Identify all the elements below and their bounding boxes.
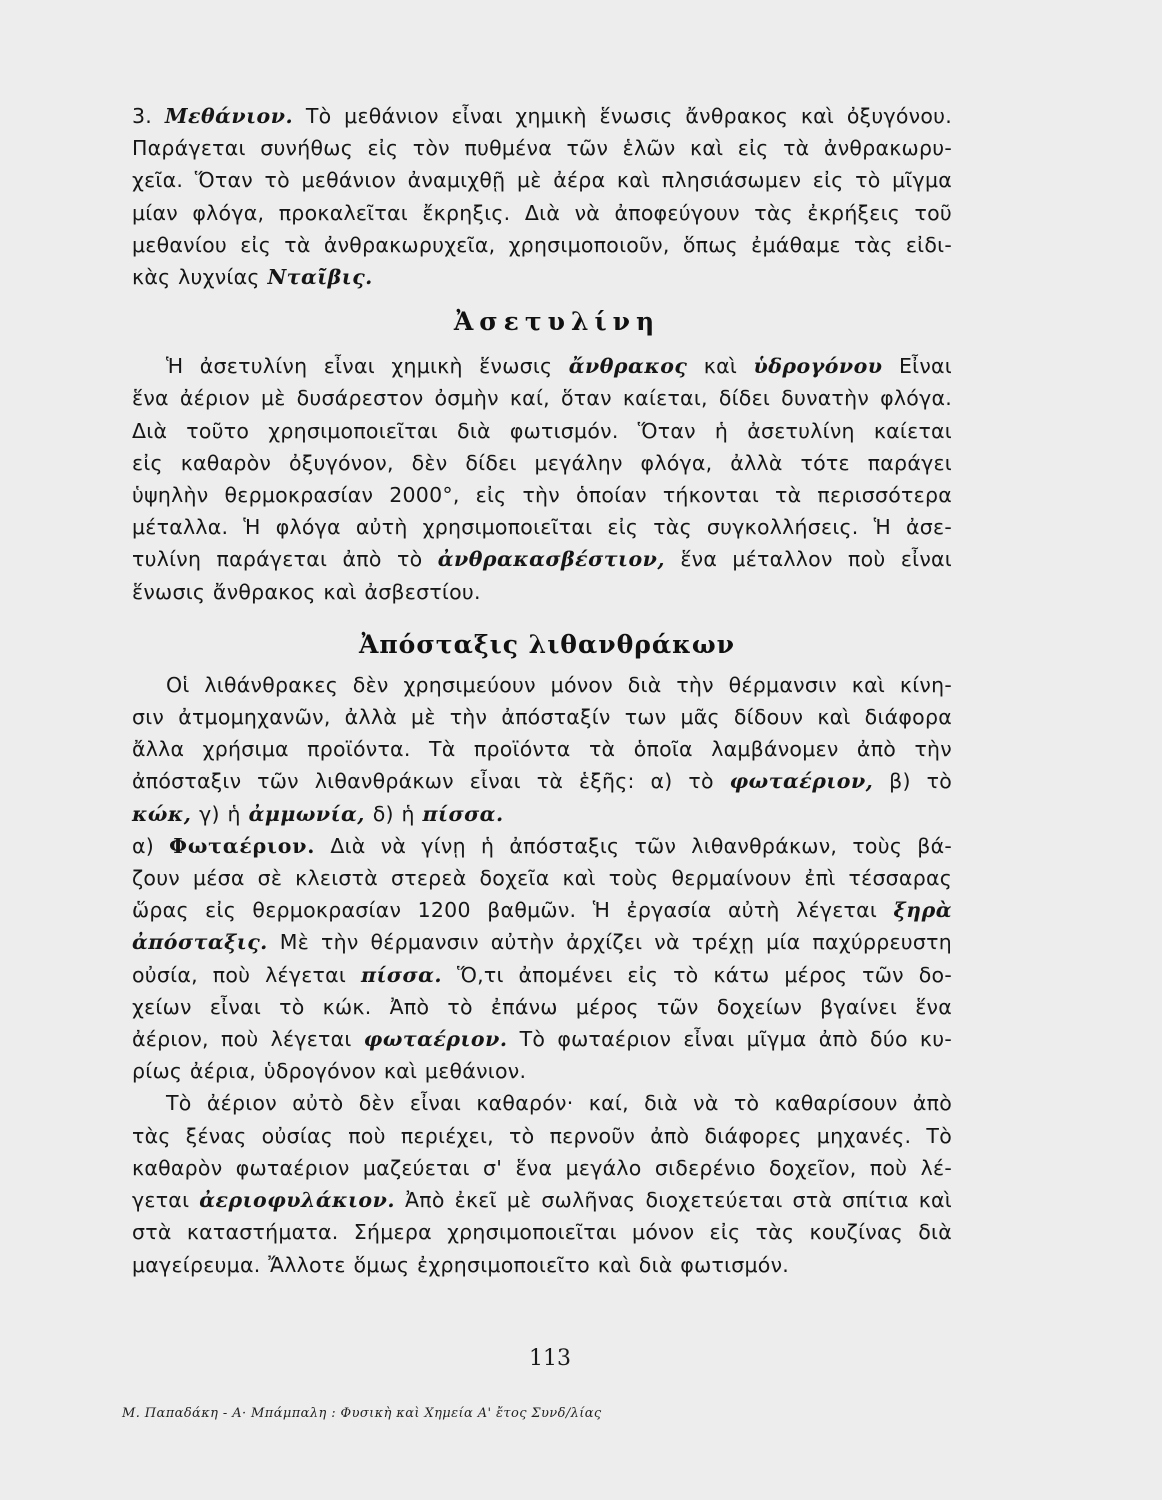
- text-run: γεται: [132, 1188, 200, 1213]
- text-run: χεῖα. Ὅταν τὸ μεθάνιον ἀναμιχθῇ μὲ ἀέρα καὶ πλησιάσωμεν εἰς τὸ μῖγμα: [132, 168, 952, 193]
- text-run: μίαν φλόγα, προκαλεῖται ἔκρηξις. Διὰ νὰ ἀποφεύγουν τὰς ἐκρήξεις τοῦ: [132, 200, 952, 225]
- heading-acetylene: Ἀσετυλίνη: [453, 307, 661, 337]
- text-run: δ) ἡ: [364, 801, 423, 826]
- text-run: χείων εἶναι τὸ κώκ. Ἀπὸ τὸ ἐπάνω μέρος τῶν δοχείων βγαίνει ἕνα: [132, 994, 952, 1019]
- text-line: [132, 1055, 952, 1087]
- text-run: Οἱ λιθάνθρακες δὲν χρησιμεύουν μόνον διὰ τὴν θέρμανσιν καὶ κίνη-: [166, 672, 952, 697]
- text-line: [132, 229, 952, 261]
- text-run: ἕνωσις ἄνθρακος καὶ ἀσβεστίου.: [132, 579, 481, 604]
- bold-term: Φωταέριον.: [169, 833, 316, 858]
- emphasized-term: ἀπόσταξις.: [132, 930, 268, 955]
- text-line: [132, 576, 952, 608]
- text-run: ὑψηλὴν θερμοκρασίαν 2000°, εἰς τὴν ὁποίαν τήκονται τὰ περισσότερα: [132, 483, 952, 508]
- text-run: ἀέριον, ποὺ λέγεται: [132, 1027, 364, 1052]
- emphasized-term: πίσσα.: [360, 962, 443, 987]
- text-line: [132, 350, 952, 382]
- paragraph-coal-gas: [132, 830, 952, 1088]
- text-run: Τὸ ἀέριον αὐτὸ δὲν εἶναι καθαρόν· καί, διὰ νὰ τὸ καθαρίσουν ἀπὸ: [166, 1091, 952, 1116]
- text-run: ρίως ἀέρια, ὑδρογόνον καὶ μεθάνιον.: [132, 1059, 527, 1084]
- emphasized-term: ἄνθρακος: [568, 354, 688, 379]
- text-run: 3.: [132, 104, 165, 128]
- text-run: Ἡ ἀσετυλίνη εἶναι χημικὴ ἕνωσις: [166, 354, 569, 379]
- text-run: Τὸ φωταέριον εἶναι μῖγμα ἀπὸ δύο κυ-: [507, 1027, 952, 1052]
- text-run: εἰς καθαρὸν ὀξυγόνον, δὲν δίδει μεγάλην φλόγα, ἀλλὰ τότε παράγει: [132, 450, 952, 475]
- emphasized-term: ὑδρογόνου: [753, 354, 883, 379]
- text-run: Διὰ τοῦτο χρησιμοποιεῖται διὰ φωτισμόν. Ὅταν ἡ ἀσετυλίνη καίεται: [132, 418, 952, 443]
- text-run: καθαρὸν φωταέριον μαζεύεται σ' ἕνα μεγάλο σιδερένιο δοχεῖον, ποὺ λέ-: [132, 1155, 952, 1180]
- emphasized-term: ἀμμωνία,: [248, 801, 365, 826]
- text-line: [132, 1120, 952, 1152]
- emphasized-term: κώκ,: [132, 801, 192, 826]
- text-line: [132, 1249, 952, 1281]
- text-run: γ) ἡ: [191, 801, 249, 826]
- paragraph-acetylene: [132, 350, 952, 608]
- text-line: [132, 894, 952, 926]
- text-run: Τὸ μεθάνιον εἶναι χημικὴ ἕνωσις ἄνθρακος καὶ ὀξυγόνου.: [293, 104, 952, 128]
- text-run: ζουν μέσα σὲ κλειστὰ στερεὰ δοχεῖα καὶ τοὺς θερμαίνουν ἐπὶ τέσσαρας: [132, 866, 952, 891]
- text-run: ἕνα ἀέριον μὲ δυσάρεστον ὀσμὴν καί, ὅταν καίεται, δίδει δυνατὴν φλόγα.: [132, 386, 952, 411]
- emphasized-term: ξηρὰ: [893, 898, 952, 923]
- text-line: [132, 197, 952, 229]
- emphasized-term: φωταέριον,: [729, 769, 874, 794]
- text-run: Παράγεται συνήθως εἰς τὸν πυθμένα τῶν ἑλῶν καὶ εἰς τὰ ἀνθρακωρυ-: [132, 136, 952, 161]
- paragraph-methane: [132, 100, 952, 293]
- text-run: ἀπόσταξιν τῶν λιθανθράκων εἶναι τὰ ἑξῆς: α) τὸ: [132, 769, 730, 794]
- text-run: Διὰ νὰ γίνῃ ἡ ἀπόσταξις τῶν λιθανθράκων, τοὺς βά-: [315, 833, 952, 858]
- text-run: καὶ: [687, 354, 754, 379]
- text-run: μαγείρευμα. Ἄλλοτε ὅμως ἐχρησιμοποιεῖτο καὶ διὰ φωτισμόν.: [132, 1252, 790, 1277]
- emphasized-term: Μεθάνιον.: [164, 104, 294, 128]
- text-line: [132, 991, 952, 1023]
- text-line: [132, 1184, 952, 1216]
- emphasized-term: ἀεριοφυλάκιον.: [199, 1188, 395, 1213]
- text-run: μεθανίου εἰς τὰ ἀνθρακωρυχεῖα, χρησιμοποιοῦν, ὅπως ἐμάθαμε τὰς εἰδι-: [132, 232, 952, 257]
- text-run: Μὲ τὴν θέρμανσιν αὐτὴν ἀρχίζει νὰ τρέχῃ μία παχύρρευστη: [267, 930, 952, 955]
- text-line: [132, 1216, 952, 1248]
- text-line: [132, 1023, 952, 1055]
- heading-coal-distillation: Ἀπόσταξις λιθανθράκων: [358, 629, 735, 659]
- text-line: [132, 132, 952, 164]
- text-line: [132, 830, 952, 862]
- text-run: Εἶναι: [882, 354, 952, 379]
- paragraph-gas-purification: [132, 1087, 952, 1280]
- text-run: Ὅ,τι ἀπομένει εἰς τὸ κάτω μέρος τῶν δο-: [442, 962, 953, 987]
- text-line: [132, 415, 952, 447]
- text-line: [132, 511, 952, 543]
- text-line: [132, 862, 952, 894]
- page-number: 113: [529, 1346, 571, 1371]
- text-line: [132, 701, 952, 733]
- text-line: [132, 479, 952, 511]
- text-run: στὰ καταστήματα. Σήμερα χρησιμοποιεῖται μόνον εἰς τὰς κουζίνας διὰ: [132, 1220, 952, 1245]
- text-line: [132, 261, 952, 293]
- text-run: οὐσία, ποὺ λέγεται: [132, 962, 361, 987]
- text-run: ἕνα μέταλλον ποὺ εἶναι: [664, 547, 952, 572]
- text-run: Ἀπὸ ἐκεῖ μὲ σωλῆνας διοχετεύεται στὰ σπίτια καὶ: [394, 1188, 952, 1213]
- emphasized-term: φωταέριον.: [363, 1027, 508, 1052]
- emphasized-term: πίσσα.: [422, 801, 504, 826]
- text-run: ὥρας εἰς θερμοκρασίαν 1200 βαθμῶν. Ἡ ἐργασία αὐτὴ λέγεται: [132, 898, 894, 923]
- text-line: [132, 382, 952, 414]
- text-line: [132, 926, 952, 958]
- text-run: β) τὸ: [873, 769, 952, 794]
- text-line: [132, 798, 952, 830]
- text-line: [132, 100, 952, 132]
- text-line: [132, 447, 952, 479]
- text-line: [132, 765, 952, 797]
- text-run: τὰς ξένας οὐσίας ποὺ περιέχει, τὸ περνοῦν ἀπὸ διάφορες μηχανές. Τὸ: [132, 1123, 952, 1148]
- text-line: [132, 959, 952, 991]
- emphasized-term: Νταῖβις.: [267, 265, 373, 290]
- text-run: α): [132, 833, 170, 858]
- emphasized-term: ἀνθρακασβέστιον,: [437, 547, 665, 572]
- text-run: σιν ἀτμομηχανῶν, ἀλλὰ μὲ τὴν ἀπόσταξίν των μᾶς δίδουν καὶ διάφορα: [132, 705, 952, 730]
- text-run: ἄλλα χρήσιμα προϊόντα. Τὰ προϊόντα τὰ ὁποῖα λαμβάνομεν ἀπὸ τὴν: [132, 737, 952, 762]
- footer-citation: Μ. Παπαδάκη - Α· Μπάμπαλη : Φυσικὴ καὶ Χημεία Α' ἔτος Συνδ/λίας: [122, 1406, 602, 1421]
- text-line: [132, 1087, 952, 1119]
- text-run: μέταλλα. Ἡ φλόγα αὐτὴ χρησιμοποιεῖται εἰς τὰς συγκολλήσεις. Ἡ ἀσε-: [132, 515, 952, 540]
- text-run: κὰς λυχνίας: [132, 265, 268, 290]
- text-line: [132, 543, 952, 575]
- text-line: [132, 733, 952, 765]
- text-line: [132, 1152, 952, 1184]
- paragraph-coal-distillation: [132, 669, 952, 830]
- text-run: τυλίνη παράγεται ἀπὸ τὸ: [132, 547, 438, 572]
- text-line: [132, 669, 952, 701]
- page-content: [132, 100, 952, 1281]
- text-line: [132, 164, 952, 196]
